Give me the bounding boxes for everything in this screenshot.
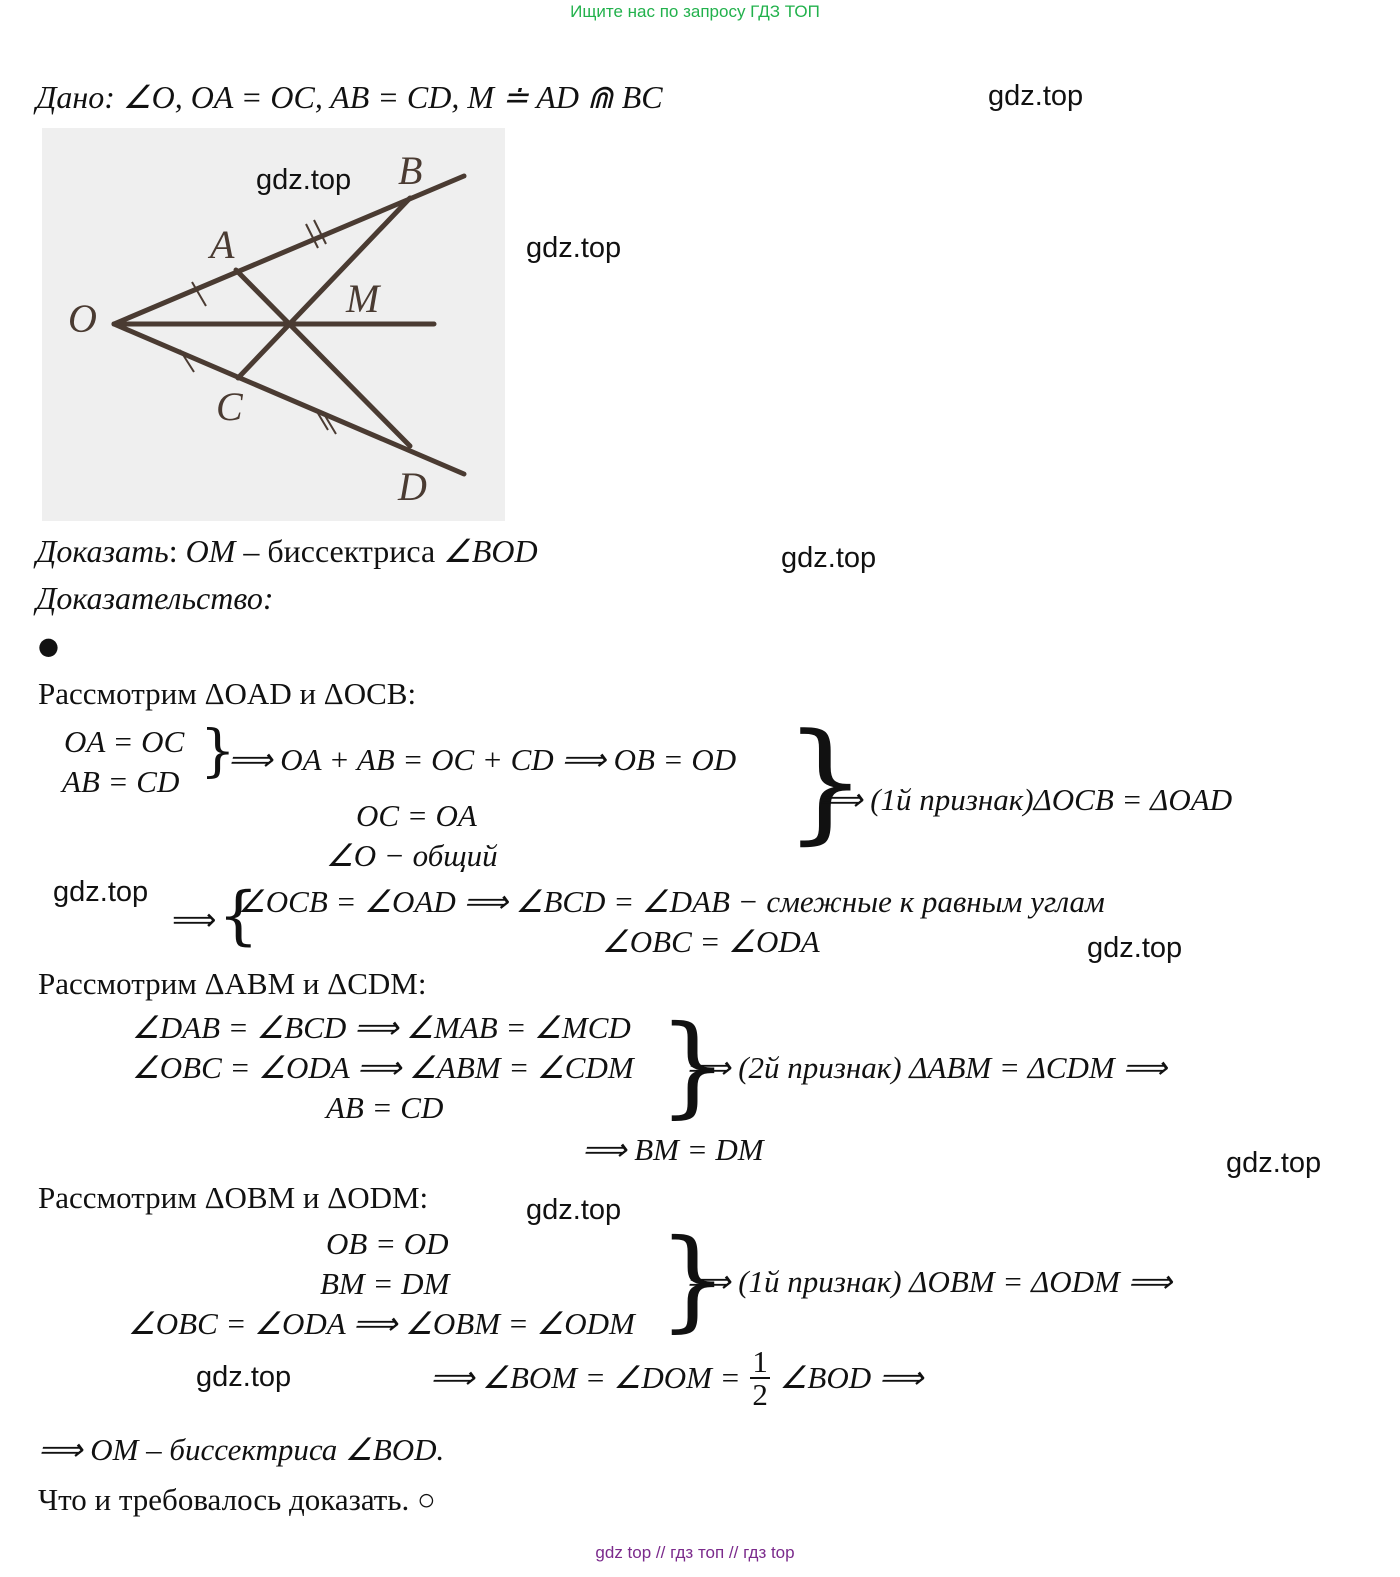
watermark: gdz.top [526,232,622,264]
fraction-one-half [750,1346,770,1410]
brace-left-1: { [218,879,259,953]
step2-result: ⟹ (2й признак) ΔABM = ΔCDM ⟹ [686,1050,1167,1085]
given-label: Дано [36,79,105,115]
watermark: gdz.top [1226,1147,1322,1179]
given-line [36,78,663,116]
prove-label: Доказать [36,533,169,569]
step3-heading: Рассмотрим ΔOBM и ΔODM: [38,1180,429,1215]
segment-ad [236,270,410,446]
watermark: gdz.top [196,1361,292,1393]
step1-result: ⟹ (1й признак)ΔOCB = ΔOAD [818,782,1233,817]
watermark: gdz.top [1087,932,1183,964]
watermark: gdz.top [988,80,1084,112]
step3-cons-right: ∠BOD ⟹ [779,1360,924,1395]
step3-cons [430,1346,923,1410]
step1-cons1: ∠OCB = ∠OAD ⟹ ∠BCD = ∠DAB − смежные к равным углам [238,884,1105,919]
step2-line-a: ∠DAB = ∠BCD ⟹ ∠MAB = ∠MCD [132,1010,631,1045]
step1-cons-arrow: ⟹ [172,902,217,937]
step1-heading: Рассмотрим ΔOAD и ΔOCB: [38,676,417,711]
ray-od [114,324,464,474]
watermark: gdz.top [256,164,352,196]
step1-line-c: OC = OA [356,798,477,833]
prove-line [36,532,538,570]
label-point-m: M [346,276,380,321]
conclusion-line-2: Что и требовалось доказать. ○ [38,1482,436,1517]
footer-links[interactable]: gdz top // гдз топ // гдз top [595,1543,795,1562]
watermark: gdz.top [526,1194,622,1226]
watermark: gdz.top [53,876,149,908]
prove-angle: ∠BOD [443,533,538,569]
step3-result: ⟹ (1й признак) ΔOBM = ΔODM ⟹ [686,1264,1173,1299]
top-search-note: Ищите нас по запросу ГДЗ ТОП [570,2,820,21]
brace-small-1: } [200,719,236,784]
step2-heading: Рассмотрим ΔABM и ΔCDM: [38,966,427,1001]
step1-implies1: ⟹ OA + AB = OC + CD ⟹ OB = OD [228,742,737,777]
fraction-numerator: 1 [752,1344,768,1379]
step2-line-c: AB = CD [326,1090,444,1125]
given-text: : ∠O, OA = OC, AB = CD, M ≐ AD ⋒ BC [104,79,663,115]
step1-line-d: ∠O − общий [326,838,498,873]
step3-line-c: ∠OBC = ∠ODA ⟹ ∠OBM = ∠ODM [128,1306,635,1341]
label-point-o: O [68,296,97,341]
step3-cons-left: ⟹ ∠BOM = ∠DOM = [430,1360,741,1395]
step1-cons2: ∠OBC = ∠ODA [602,924,820,959]
prove-colon: : [168,533,186,569]
label-point-b: B [398,148,423,193]
prove-math: OM [185,533,236,569]
step3-line-a: OB = OD [326,1226,449,1261]
label-point-c: C [216,384,243,429]
watermark: gdz.top [781,542,877,574]
proof-label: Доказательство: [36,580,274,616]
step1-line-b: AB = CD [62,764,180,799]
brace-large-3: } [658,1215,728,1343]
segment-bc [238,198,410,378]
brace-large-2: } [658,1001,728,1129]
label-point-a: A [210,222,235,267]
brace-large-1: } [784,705,867,857]
step3-line-b: BM = DM [320,1266,450,1301]
label-point-d: D [398,464,427,509]
step2-cons: ⟹ BM = DM [582,1132,764,1167]
fraction-denominator: 2 [752,1377,768,1412]
step1-line-a: OA = OC [64,724,185,759]
conclusion-line-1: ⟹ OM – биссектриса ∠BOD. [38,1432,445,1467]
step2-line-b: ∠OBC = ∠ODA ⟹ ∠ABM = ∠CDM [132,1050,634,1085]
bullet: ● [38,632,59,660]
prove-mid: – биссектриса [235,533,444,569]
